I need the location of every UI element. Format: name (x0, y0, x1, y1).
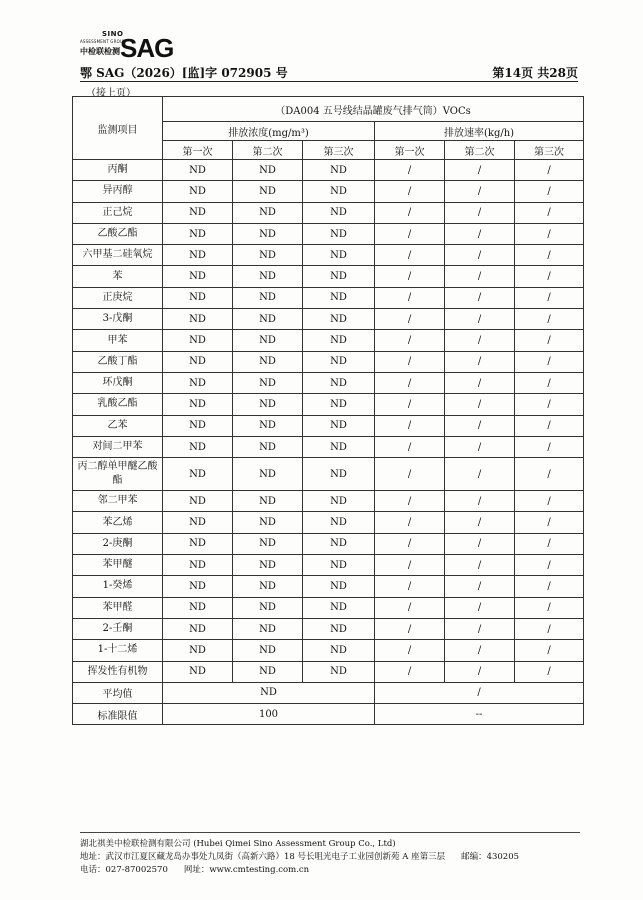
conc-1: ND (163, 597, 233, 618)
logo-sub-text: ASSESSMENT GROUP (80, 39, 126, 44)
footer (80, 838, 519, 877)
rate-2: / (445, 223, 515, 244)
conc-3: ND (303, 661, 375, 682)
item-name: 苯 (73, 266, 163, 287)
rate-2: / (445, 287, 515, 308)
item-name: 丙酮 (73, 160, 163, 181)
logo-cn-text: 中检联检测 (80, 47, 120, 56)
table-row (73, 640, 584, 661)
rate-3: / (515, 458, 584, 491)
rate-2: / (445, 266, 515, 287)
conc-2: ND (233, 372, 303, 393)
rate-1: / (375, 372, 445, 393)
conc-3: ND (303, 491, 375, 512)
rate-3: / (515, 436, 584, 457)
rate-3: / (515, 555, 584, 576)
conc-1: ND (163, 533, 233, 554)
conc-1: ND (163, 223, 233, 244)
rate-1: / (375, 555, 445, 576)
conc-1: ND (163, 618, 233, 639)
conc-2: ND (233, 512, 303, 533)
rate-2: / (445, 618, 515, 639)
table-row (73, 394, 584, 415)
item-name: 环戊酮 (73, 372, 163, 393)
conc-3: ND (303, 372, 375, 393)
rate-1: / (375, 181, 445, 202)
rate-2: / (445, 533, 515, 554)
conc-2: ND (233, 351, 303, 372)
conc-3: ND (303, 555, 375, 576)
page-number: 第14页 共28页 (492, 66, 578, 80)
rate-2: / (445, 351, 515, 372)
rate-3: / (515, 351, 584, 372)
item-name: 异丙醇 (73, 181, 163, 202)
rate-3: / (515, 266, 584, 287)
logo-sino-text: SINO (102, 30, 124, 38)
footer-company: 湖北祺美中检联检测有限公司 (Hubei Qimei Sino Assessment Group Co., Ltd) (80, 839, 396, 849)
rate-3: / (515, 309, 584, 330)
item-name: 挥发性有机物 (73, 661, 163, 682)
rate-1: / (375, 394, 445, 415)
conc-1: ND (163, 555, 233, 576)
rate-3: / (515, 533, 584, 554)
rate-1: / (375, 597, 445, 618)
table-row (73, 491, 584, 512)
average-label: 平均值 (73, 682, 163, 703)
conc-2: ND (233, 661, 303, 682)
table-row (73, 415, 584, 436)
conc-1: ND (163, 458, 233, 491)
item-name: 对间二甲苯 (73, 436, 163, 457)
rate-2: / (445, 309, 515, 330)
sub-header: 第二次 (233, 141, 303, 160)
conc-1: ND (163, 394, 233, 415)
table-row (73, 181, 584, 202)
table-row (73, 555, 584, 576)
conc-2: ND (233, 436, 303, 457)
rate-1: / (375, 640, 445, 661)
conc-2: ND (233, 223, 303, 244)
item-name: 2-壬酮 (73, 618, 163, 639)
sub-header: 第二次 (445, 141, 515, 160)
footer-address: 地址：武汉市江夏区藏龙岛办事处九凤街（高新六路）18 号长咀光电子工业园创新苑 A 座第三层 (80, 852, 446, 862)
rate-1: / (375, 436, 445, 457)
conc-3: ND (303, 618, 375, 639)
item-name: 乙苯 (73, 415, 163, 436)
sub-header: 第一次 (163, 141, 233, 160)
footer-website: 网址：www.cmtesting.com.cn (183, 865, 310, 875)
conc-3: ND (303, 436, 375, 457)
conc-3: ND (303, 287, 375, 308)
footer-address-line (80, 851, 519, 864)
conc-2: ND (233, 533, 303, 554)
conc-2: ND (233, 287, 303, 308)
rate-1: / (375, 512, 445, 533)
item-name: 苯甲醚 (73, 555, 163, 576)
table-row (73, 533, 584, 554)
header-divider (80, 81, 578, 82)
conc-2: ND (233, 245, 303, 266)
footer-phone: 电话：027-87002570 (80, 865, 168, 875)
conc-2: ND (233, 266, 303, 287)
rate-2: / (445, 394, 515, 415)
rate-2: / (445, 202, 515, 223)
conc-1: ND (163, 202, 233, 223)
rate-2: / (445, 555, 515, 576)
sub-header: 第一次 (375, 141, 445, 160)
rate-3: / (515, 160, 584, 181)
rate-1: / (375, 491, 445, 512)
rate-1: / (375, 223, 445, 244)
table-row (73, 309, 584, 330)
rate-1: / (375, 245, 445, 266)
conc-1: ND (163, 512, 233, 533)
rate-1: / (375, 330, 445, 351)
concentration-header: 排放浓度(mg/m³) (163, 122, 375, 141)
conc-3: ND (303, 458, 375, 491)
conc-3: ND (303, 597, 375, 618)
conc-2: ND (233, 597, 303, 618)
conc-3: ND (303, 351, 375, 372)
conc-2: ND (233, 394, 303, 415)
rate-1: / (375, 458, 445, 491)
conc-2: ND (233, 160, 303, 181)
conc-2: ND (233, 576, 303, 597)
rate-2: / (445, 245, 515, 266)
rate-2: / (445, 372, 515, 393)
limit-row (73, 704, 584, 725)
limit-label: 标准限值 (73, 704, 163, 725)
conc-1: ND (163, 245, 233, 266)
conc-2: ND (233, 491, 303, 512)
rate-1: / (375, 576, 445, 597)
sub-header: 第三次 (303, 141, 375, 160)
conc-3: ND (303, 266, 375, 287)
rate-2: / (445, 640, 515, 661)
conc-3: ND (303, 394, 375, 415)
report-header (80, 64, 578, 82)
conc-3: ND (303, 415, 375, 436)
item-name: 正庚烷 (73, 287, 163, 308)
average-concentration: ND (163, 682, 375, 703)
table-row (73, 330, 584, 351)
conc-1: ND (163, 309, 233, 330)
item-name: 甲苯 (73, 330, 163, 351)
conc-1: ND (163, 372, 233, 393)
conc-2: ND (233, 618, 303, 639)
conc-3: ND (303, 512, 375, 533)
footer-contact-line (80, 864, 519, 877)
conc-3: ND (303, 533, 375, 554)
rate-3: / (515, 330, 584, 351)
conc-2: ND (233, 309, 303, 330)
table-row (73, 597, 584, 618)
rate-2: / (445, 160, 515, 181)
conc-3: ND (303, 223, 375, 244)
rate-3: / (515, 640, 584, 661)
rate-3: / (515, 597, 584, 618)
conc-2: ND (233, 202, 303, 223)
rate-2: / (445, 436, 515, 457)
rate-2: / (445, 415, 515, 436)
conc-3: ND (303, 309, 375, 330)
item-name: 2-庚酮 (73, 533, 163, 554)
item-name: 苯甲醛 (73, 597, 163, 618)
table-body (73, 160, 584, 683)
rate-1: / (375, 661, 445, 682)
conc-3: ND (303, 160, 375, 181)
conc-2: ND (233, 181, 303, 202)
rate-3: / (515, 287, 584, 308)
conc-1: ND (163, 415, 233, 436)
table-row (73, 202, 584, 223)
rate-3: / (515, 245, 584, 266)
conc-1: ND (163, 661, 233, 682)
conc-2: ND (233, 415, 303, 436)
item-name: 苯乙烯 (73, 512, 163, 533)
rate-3: / (515, 394, 584, 415)
conc-1: ND (163, 491, 233, 512)
conc-1: ND (163, 287, 233, 308)
table-row (73, 245, 584, 266)
rate-3: / (515, 202, 584, 223)
sub-header: 第三次 (515, 141, 584, 160)
rate-1: / (375, 202, 445, 223)
table-row (73, 512, 584, 533)
rate-3: / (515, 223, 584, 244)
rate-2: / (445, 597, 515, 618)
conc-3: ND (303, 576, 375, 597)
conc-2: ND (233, 330, 303, 351)
item-name: 乙酸丁酯 (73, 351, 163, 372)
table-row (73, 618, 584, 639)
conc-1: ND (163, 640, 233, 661)
item-name: 1-十二烯 (73, 640, 163, 661)
rate-1: / (375, 351, 445, 372)
average-row (73, 682, 584, 703)
conc-3: ND (303, 330, 375, 351)
monitoring-table (72, 96, 584, 725)
conc-1: ND (163, 181, 233, 202)
rate-3: / (515, 618, 584, 639)
table-row (73, 266, 584, 287)
table-row (73, 436, 584, 457)
conc-3: ND (303, 245, 375, 266)
item-name: 3-戊酮 (73, 309, 163, 330)
rate-1: / (375, 287, 445, 308)
source-title: （DA004 五号线结晶罐废气排气筒）VOCs (163, 97, 584, 122)
continued-note: （接上页） (86, 88, 136, 99)
rate-1: / (375, 415, 445, 436)
rate-1: / (375, 266, 445, 287)
table-row (73, 372, 584, 393)
item-name: 正己烷 (73, 202, 163, 223)
item-name: 六甲基二硅氧烷 (73, 245, 163, 266)
rate-3: / (515, 512, 584, 533)
conc-1: ND (163, 576, 233, 597)
rate-3: / (515, 181, 584, 202)
item-name: 乙酸乙酯 (73, 223, 163, 244)
table-row (73, 458, 584, 491)
rate-3: / (515, 491, 584, 512)
rate-2: / (445, 576, 515, 597)
item-name: 1-癸烯 (73, 576, 163, 597)
conc-3: ND (303, 640, 375, 661)
conc-1: ND (163, 351, 233, 372)
table-row (73, 287, 584, 308)
table-row (73, 223, 584, 244)
rate-1: / (375, 618, 445, 639)
conc-3: ND (303, 202, 375, 223)
rate-2: / (445, 330, 515, 351)
conc-2: ND (233, 555, 303, 576)
rate-2: / (445, 458, 515, 491)
conc-3: ND (303, 181, 375, 202)
conc-2: ND (233, 458, 303, 491)
table-row (73, 576, 584, 597)
conc-1: ND (163, 266, 233, 287)
rate-2: / (445, 512, 515, 533)
table-row (73, 160, 584, 181)
rate-3: / (515, 661, 584, 682)
average-rate: / (375, 682, 584, 703)
conc-1: ND (163, 160, 233, 181)
item-name: 邻二甲苯 (73, 491, 163, 512)
conc-2: ND (233, 640, 303, 661)
item-name: 乳酸乙酯 (73, 394, 163, 415)
table-row (73, 351, 584, 372)
table-row (73, 661, 584, 682)
limit-concentration: 100 (163, 704, 375, 725)
rate-2: / (445, 491, 515, 512)
item-column-header: 监测项目 (73, 97, 163, 160)
logo-sag-text: SAG (120, 33, 174, 63)
footer-postcode: 邮编：430205 (461, 852, 520, 862)
limit-rate: -- (375, 704, 584, 725)
item-name: 丙二醇单甲醚乙酸酯 (73, 458, 163, 491)
conc-1: ND (163, 436, 233, 457)
footer-divider (80, 832, 580, 833)
rate-1: / (375, 160, 445, 181)
rate-2: / (445, 661, 515, 682)
rate-header: 排放速率(kg/h) (375, 122, 584, 141)
rate-1: / (375, 309, 445, 330)
rate-3: / (515, 576, 584, 597)
rate-3: / (515, 372, 584, 393)
rate-3: / (515, 415, 584, 436)
rate-2: / (445, 181, 515, 202)
rate-1: / (375, 533, 445, 554)
report-number: 鄂 SAG（2026）[监]字 072905 号 (80, 66, 288, 80)
conc-1: ND (163, 330, 233, 351)
